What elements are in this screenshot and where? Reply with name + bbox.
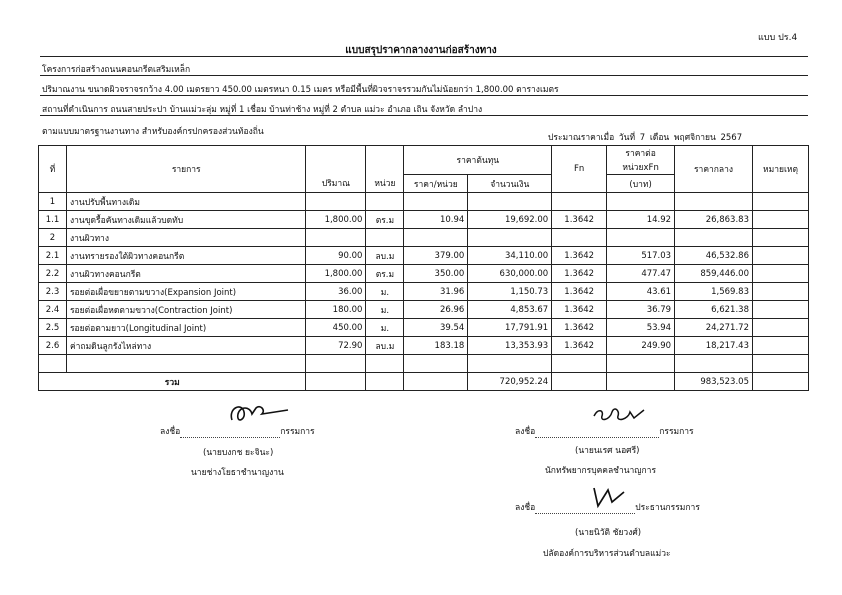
divider xyxy=(40,75,808,76)
header-qty: ปริมาณ xyxy=(306,175,366,193)
row-remark xyxy=(752,229,808,247)
row-remark xyxy=(752,283,808,301)
row-remark xyxy=(752,337,808,355)
row-median: 1,569.83 xyxy=(675,283,753,301)
table-row xyxy=(39,229,809,247)
table-row xyxy=(39,355,809,373)
row-amount: 19,692.00 xyxy=(468,211,552,229)
row-remark xyxy=(752,265,808,283)
header-item: รายการ xyxy=(66,146,306,193)
row-no: 2.1 xyxy=(39,247,67,265)
total-amount: 720,952.24 xyxy=(468,373,552,391)
row-unit xyxy=(366,193,404,211)
header-no: ที่ xyxy=(39,146,67,193)
table-row xyxy=(39,337,809,355)
row-fn: 1.3642 xyxy=(552,301,607,319)
row-median xyxy=(675,193,753,211)
estimate-table xyxy=(38,145,809,391)
row-qty xyxy=(306,193,366,211)
row-unit: ม. xyxy=(366,301,404,319)
table-row xyxy=(39,319,809,337)
total-median: 983,523.05 xyxy=(675,373,753,391)
row-unit: ม. xyxy=(366,283,404,301)
row-amount: 13,353.93 xyxy=(468,337,552,355)
row-qty: 1,800.00 xyxy=(306,211,366,229)
header-amount: จำนวนเงิน xyxy=(468,175,552,193)
signer-name-chair: (นายนิวัติ ชัยวงศ์) xyxy=(575,528,642,538)
row-price-fn xyxy=(607,193,675,211)
row-unit: ม. xyxy=(366,319,404,337)
page-title: แบบสรุปราคากลางงานก่อสร้างทาง xyxy=(345,45,497,56)
row-qty: 90.00 xyxy=(306,247,366,265)
row-median xyxy=(675,355,753,373)
header-median: ราคากลาง xyxy=(675,146,753,193)
row-median: 46,532.86 xyxy=(675,247,753,265)
row-median: 859,446.00 xyxy=(675,265,753,283)
header-fn: Fn xyxy=(552,146,607,193)
row-no: 2.4 xyxy=(39,301,67,319)
row-unit-price xyxy=(404,229,468,247)
row-unit-price xyxy=(404,193,468,211)
row-item: รอยต่อเผื่อขยายตามขวาง(Expansion Joint) xyxy=(66,283,306,301)
row-price-fn xyxy=(607,229,675,247)
row-unit: ตร.ม xyxy=(366,211,404,229)
row-item: ค่าถมดินลูกรังไหล่ทาง xyxy=(66,337,306,355)
row-fn: 1.3642 xyxy=(552,319,607,337)
row-amount: 630,000.00 xyxy=(468,265,552,283)
signature-scribble-right xyxy=(590,402,650,426)
table-row xyxy=(39,211,809,229)
row-item xyxy=(66,355,306,373)
row-amount: 1,150.73 xyxy=(468,283,552,301)
row-price-fn: 14.92 xyxy=(607,211,675,229)
row-unit-price: 26.96 xyxy=(404,301,468,319)
signer-name-right: (นายนเรศ นอศรี) xyxy=(575,446,640,456)
row-no: 2.5 xyxy=(39,319,67,337)
row-median: 6,621.38 xyxy=(675,301,753,319)
row-unit-price: 379.00 xyxy=(404,247,468,265)
row-item: งานปรับพื้นทางเดิม xyxy=(66,193,306,211)
row-unit-price: 10.94 xyxy=(404,211,468,229)
row-unit-price: 183.18 xyxy=(404,337,468,355)
table-row xyxy=(39,247,809,265)
table-row xyxy=(39,193,809,211)
row-median: 24,271.72 xyxy=(675,319,753,337)
header-baht: (บาท) xyxy=(607,175,675,193)
row-item: งานผิวทางคอนกรีต xyxy=(66,265,306,283)
signature-left: ลงชื่อ กรรมการ xyxy=(160,427,315,437)
row-price-fn: 53.94 xyxy=(607,319,675,337)
row-qty: 180.00 xyxy=(306,301,366,319)
row-remark xyxy=(752,319,808,337)
row-unit-price: 31.96 xyxy=(404,283,468,301)
signer-position-chair: ปลัดองค์การบริหารส่วนตำบลแม่วะ xyxy=(543,549,671,559)
row-remark xyxy=(752,301,808,319)
header-remark: หมายเหตุ xyxy=(752,146,808,193)
row-price-fn: 249.90 xyxy=(607,337,675,355)
row-unit xyxy=(366,229,404,247)
row-no: 1 xyxy=(39,193,67,211)
table-row xyxy=(39,265,809,283)
row-price-fn: 36.79 xyxy=(607,301,675,319)
row-price-fn: 477.47 xyxy=(607,265,675,283)
row-qty: 36.00 xyxy=(306,283,366,301)
total-label: รวม xyxy=(39,373,306,391)
row-item: งานทรายรองใต้ผิวทางคอนกรีต xyxy=(66,247,306,265)
header-unit: หน่วย xyxy=(366,175,404,193)
row-no: 2.6 xyxy=(39,337,67,355)
row-fn: 1.3642 xyxy=(552,265,607,283)
quantity-description: ปริมาณงาน ขนาดผิวจราจรกว้าง 4.00 เมตรยาว 450.00 เมตรหนา 0.15 เมตร หรือมีพื้นที่ผิวจราจรรวมกันไม่น้อยกว่า 1,800.00 ตารางเมตร xyxy=(42,85,559,95)
row-item: รอยต่อเผื่อหดตามขวาง(Contraction Joint) xyxy=(66,301,306,319)
row-no: 2.3 xyxy=(39,283,67,301)
row-item: งานผิวทาง xyxy=(66,229,306,247)
row-amount: 34,110.00 xyxy=(468,247,552,265)
table-row xyxy=(39,301,809,319)
row-unit: ลบ.ม xyxy=(366,247,404,265)
row-median xyxy=(675,229,753,247)
row-qty: 450.00 xyxy=(306,319,366,337)
header-cost-group: ราคาต้นทุน xyxy=(404,146,552,175)
signer-name-left: (นายบงกช ยะจินะ) xyxy=(203,448,274,458)
row-median: 26,863.83 xyxy=(675,211,753,229)
row-no: 2.2 xyxy=(39,265,67,283)
row-qty: 72.90 xyxy=(306,337,366,355)
row-fn xyxy=(552,193,607,211)
form-code: แบบ ปร.4 xyxy=(758,33,798,43)
row-fn: 1.3642 xyxy=(552,211,607,229)
header-price-fn: ราคาต่อหน่วยxFn xyxy=(607,146,675,175)
row-no: 2 xyxy=(39,229,67,247)
row-unit xyxy=(366,355,404,373)
row-fn: 1.3642 xyxy=(552,283,607,301)
project-name: โครงการก่อสร้างถนนคอนกรีตเสริมเหล็ก xyxy=(42,65,191,75)
row-price-fn: 517.03 xyxy=(607,247,675,265)
row-unit: ลบ.ม xyxy=(366,337,404,355)
row-remark xyxy=(752,193,808,211)
signature-right: ลงชื่อ กรรมการ xyxy=(515,427,694,437)
header-unit-price: ราคา/หน่วย xyxy=(404,175,468,193)
row-item: รอยต่อตามยาว(Longitudinal Joint) xyxy=(66,319,306,337)
row-amount xyxy=(468,193,552,211)
location-description: สถานที่ดำเนินการ ถนนสายประปา บ้านแม่วะลุ่ม หมู่ที่ 1 เชื่อม บ้านท่าช้าง หมู่ที่ 2 ตำบล แม่วะ อำเภอ เถิน จังหวัด ลำปาง xyxy=(42,105,483,115)
row-remark xyxy=(752,247,808,265)
row-amount xyxy=(468,355,552,373)
row-unit-price xyxy=(404,355,468,373)
row-no: 1.1 xyxy=(39,211,67,229)
row-fn: 1.3642 xyxy=(552,247,607,265)
row-amount: 17,791.91 xyxy=(468,319,552,337)
row-qty xyxy=(306,355,366,373)
row-median: 18,217.43 xyxy=(675,337,753,355)
row-fn: 1.3642 xyxy=(552,337,607,355)
signer-position-right: นักทรัพยากรบุคคลชำนาญการ xyxy=(545,466,657,476)
row-qty: 1,800.00 xyxy=(306,265,366,283)
row-qty xyxy=(306,229,366,247)
divider xyxy=(40,95,808,96)
row-price-fn xyxy=(607,355,675,373)
table-row xyxy=(39,283,809,301)
row-price-fn: 43.61 xyxy=(607,283,675,301)
signature-chair: ลงชื่อ ประธานกรรมการ xyxy=(515,503,700,513)
standard-reference: ตามแบบมาตรฐานงานทาง สำหรับองค์กรปกครองส่วนท้องถิ่น xyxy=(42,127,264,137)
row-remark xyxy=(752,355,808,373)
row-unit-price: 350.00 xyxy=(404,265,468,283)
row-remark xyxy=(752,211,808,229)
row-fn xyxy=(552,355,607,373)
row-no xyxy=(39,355,67,373)
row-amount: 4,853.67 xyxy=(468,301,552,319)
row-unit: ตร.ม xyxy=(366,265,404,283)
row-item: งานขุดรื้อคันทางเดิมแล้วบดทับ xyxy=(66,211,306,229)
divider xyxy=(40,115,808,116)
row-amount xyxy=(468,229,552,247)
signer-position-left: นายช่างโยธาชำนาญงาน xyxy=(191,468,284,478)
divider xyxy=(40,56,808,57)
estimate-date: ประมาณราคาเมื่อ วันที่ 7 เดือน พฤศจิกายน 2567 xyxy=(548,133,743,143)
row-unit-price: 39.54 xyxy=(404,319,468,337)
row-fn xyxy=(552,229,607,247)
